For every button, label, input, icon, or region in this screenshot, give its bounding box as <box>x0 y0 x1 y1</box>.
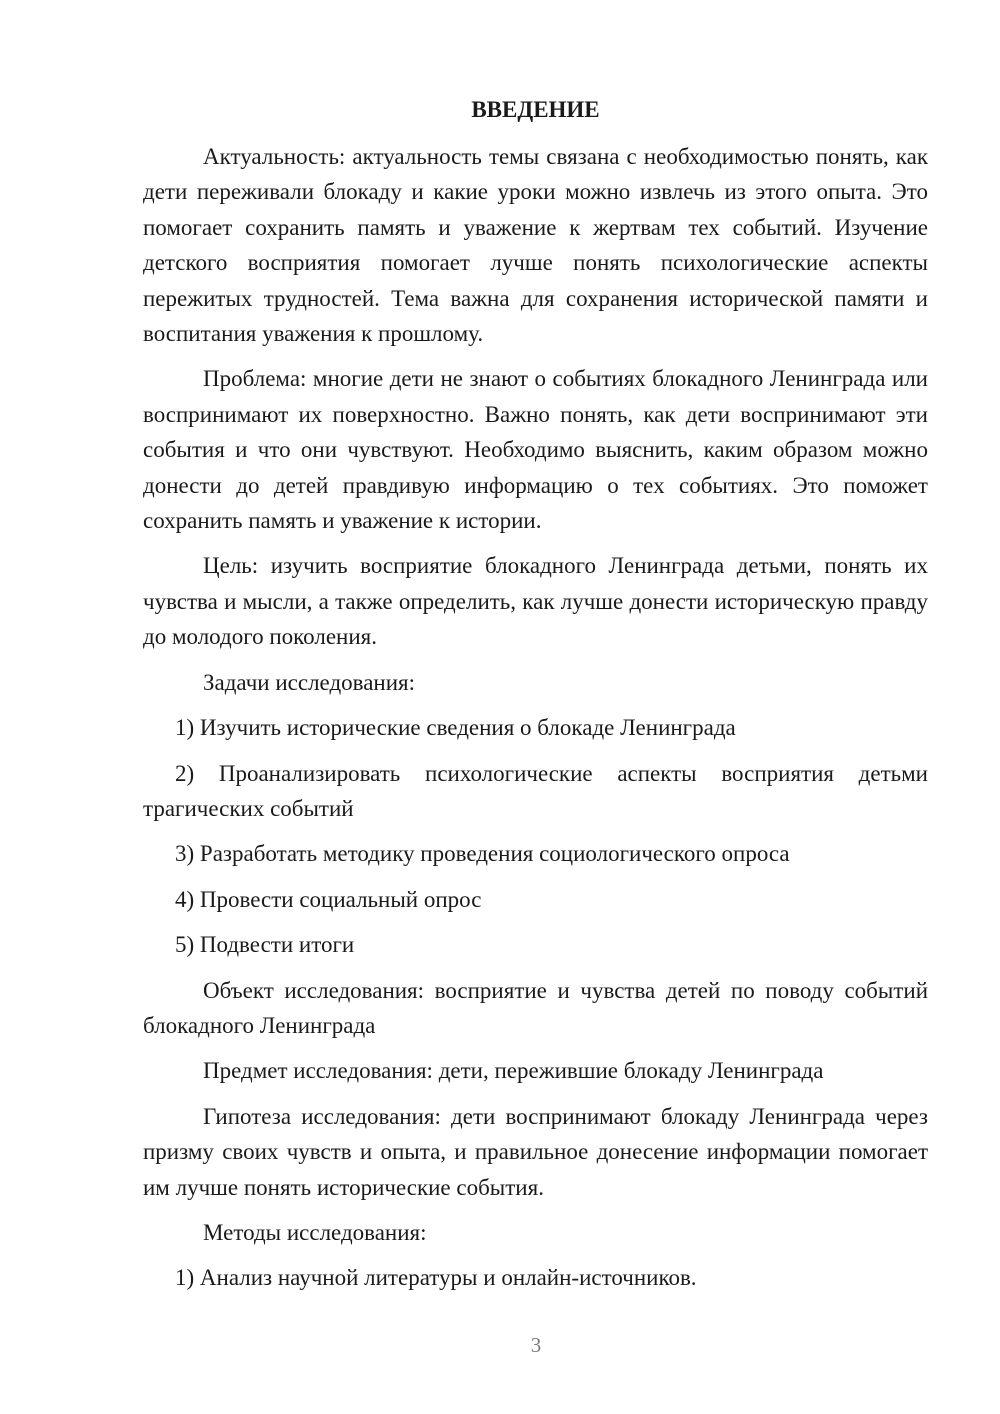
paragraph-relevance: Актуальность: актуальность темы связана с необходимостью понять, как дети переживали блокаду и какие уроки можно извлечь из этого опыта. Это помогает сохранить память и уважение к жертвам тех событий. Изучение детского восприятия помогает лучше понять психологические аспекты пережитых трудностей. Тема важна для сохранения исторической памяти и воспитания уважения к прошлому. <box>143 144 928 347</box>
paragraph-problem: Проблема: многие дети не знают о событиях блокадного Ленинграда или воспринимают их поверхностно. Важно понять, как дети воспринимают эти события и что они чувствуют. Необходимо выяснить, каким образом можно донести до детей правдивую информацию о тех событиях. Это поможет сохранить память и уважение к истории. <box>143 366 928 534</box>
task-item-4: 4) Провести социальный опрос <box>175 886 482 912</box>
page-number: 3 <box>530 1333 542 1357</box>
methods-heading: Методы исследования: <box>203 1219 427 1245</box>
paragraph-goal: Цель: изучить восприятие блокадного Ленинграда детьми, понять их чувства и мысли, а также определить, как лучше донести историческую правду до молодого поколения. <box>143 553 928 650</box>
paragraph-subject: Предмет исследования: дети, пережившие блокаду Ленинграда <box>203 1058 824 1084</box>
tasks-heading: Задачи исследования: <box>203 669 416 695</box>
page-content <box>143 92 928 1306</box>
task-item-2: 2) Проанализировать психологические аспекты восприятия детьми трагических событий <box>143 760 928 821</box>
method-item-1: 1) Анализ научной литературы и онлайн-источников. <box>175 1265 697 1291</box>
paragraph-hypothesis: Гипотеза исследования: дети воспринимают блокаду Ленинграда через призму своих чувств и опыта, и правильное донесение информации помогает им лучше понять исторические события. <box>143 1103 928 1200</box>
task-item-1: 1) Изучить исторические сведения о блокаде Ленинграда <box>175 715 736 741</box>
task-item-3: 3) Разработать методику проведения социологического опроса <box>175 841 790 867</box>
task-item-5: 5) Подвести итоги <box>175 932 355 958</box>
paragraph-object: Объект исследования: восприятие и чувства детей по поводу событий блокадного Ленинграда <box>143 977 928 1038</box>
page-heading: ВВЕДЕНИЕ <box>471 97 600 122</box>
